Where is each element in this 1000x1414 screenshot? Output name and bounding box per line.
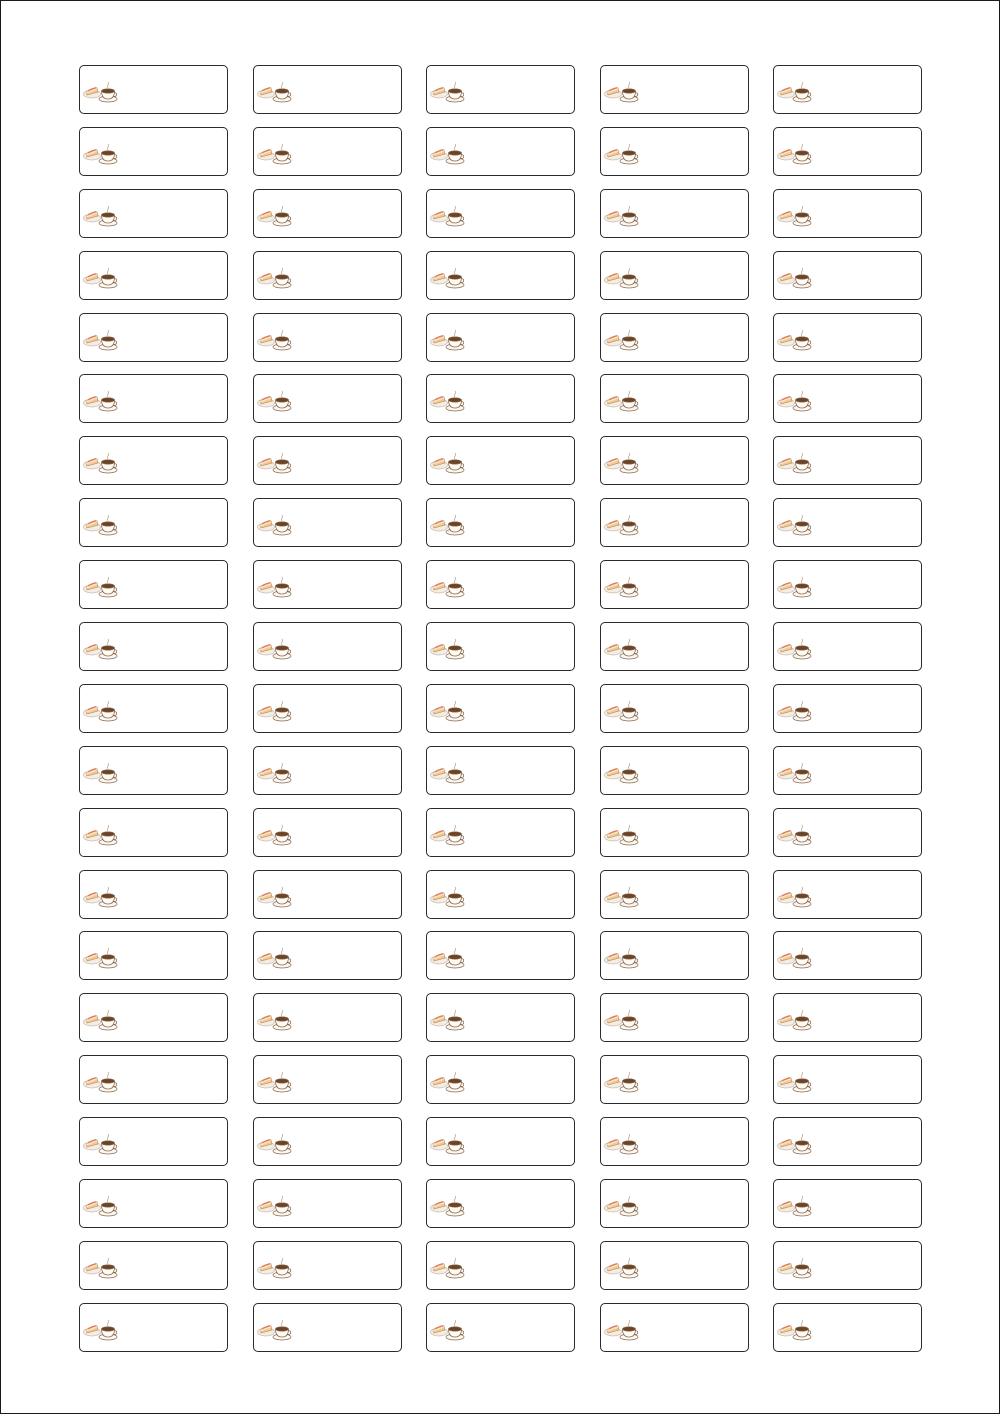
- label-cell[interactable]: [79, 1179, 228, 1228]
- label-cell[interactable]: [600, 1055, 749, 1104]
- cake-and-coffee-icon: [777, 575, 813, 599]
- label-cell[interactable]: [253, 127, 402, 176]
- cake-and-coffee-icon: [604, 1194, 640, 1218]
- cake-and-coffee-icon: [83, 946, 119, 970]
- cake-and-coffee-icon: [257, 328, 293, 352]
- cake-and-coffee-icon: [430, 1132, 466, 1156]
- cake-and-coffee-icon: [604, 389, 640, 413]
- cake-and-coffee-icon: [83, 885, 119, 909]
- cake-and-coffee-icon: [430, 389, 466, 413]
- label-cell[interactable]: [253, 65, 402, 114]
- cake-and-coffee-icon: [430, 1318, 466, 1342]
- label-cell[interactable]: [426, 189, 575, 238]
- label-cell[interactable]: [79, 313, 228, 362]
- label-cell[interactable]: [773, 870, 922, 919]
- cake-and-coffee-icon: [257, 1132, 293, 1156]
- label-cell[interactable]: [79, 1055, 228, 1104]
- cake-and-coffee-icon: [604, 823, 640, 847]
- cake-and-coffee-icon: [83, 328, 119, 352]
- cake-and-coffee-icon: [257, 1256, 293, 1280]
- label-cell[interactable]: [426, 931, 575, 980]
- cake-and-coffee-icon: [430, 1256, 466, 1280]
- label-cell[interactable]: [426, 1055, 575, 1104]
- cake-and-coffee-icon: [83, 761, 119, 785]
- cake-and-coffee-icon: [83, 1070, 119, 1094]
- cake-and-coffee-icon: [257, 946, 293, 970]
- label-cell[interactable]: [600, 251, 749, 300]
- cake-and-coffee-icon: [604, 1318, 640, 1342]
- cake-and-coffee-icon: [257, 575, 293, 599]
- label-cell[interactable]: [773, 1179, 922, 1228]
- cake-and-coffee-icon: [430, 266, 466, 290]
- cake-and-coffee-icon: [777, 1070, 813, 1094]
- label-cell[interactable]: [773, 65, 922, 114]
- label-cell[interactable]: [253, 189, 402, 238]
- cake-and-coffee-icon: [777, 328, 813, 352]
- label-cell[interactable]: [79, 436, 228, 485]
- label-cell[interactable]: [426, 993, 575, 1042]
- label-cell[interactable]: [79, 622, 228, 671]
- cake-and-coffee-icon: [257, 266, 293, 290]
- cake-and-coffee-icon: [430, 204, 466, 228]
- cake-and-coffee-icon: [83, 266, 119, 290]
- label-cell[interactable]: [79, 746, 228, 795]
- label-cell[interactable]: [773, 127, 922, 176]
- cake-and-coffee-icon: [430, 1070, 466, 1094]
- cake-and-coffee-icon: [83, 1132, 119, 1156]
- label-cell[interactable]: [426, 1179, 575, 1228]
- label-cell[interactable]: [600, 808, 749, 857]
- label-cell[interactable]: [253, 993, 402, 1042]
- label-cell[interactable]: [773, 1303, 922, 1352]
- cake-and-coffee-icon: [257, 699, 293, 723]
- label-cell[interactable]: [600, 1117, 749, 1166]
- label-cell[interactable]: [600, 498, 749, 547]
- label-cell[interactable]: [426, 684, 575, 733]
- label-cell[interactable]: [773, 746, 922, 795]
- label-cell[interactable]: [253, 684, 402, 733]
- label-cell[interactable]: [773, 251, 922, 300]
- cake-and-coffee-icon: [777, 389, 813, 413]
- cake-and-coffee-icon: [257, 204, 293, 228]
- label-cell[interactable]: [773, 1117, 922, 1166]
- cake-and-coffee-icon: [257, 80, 293, 104]
- label-cell[interactable]: [253, 251, 402, 300]
- label-cell[interactable]: [79, 1303, 228, 1352]
- label-cell[interactable]: [426, 560, 575, 609]
- cake-and-coffee-icon: [257, 637, 293, 661]
- label-cell[interactable]: [253, 1303, 402, 1352]
- cake-and-coffee-icon: [430, 80, 466, 104]
- cake-and-coffee-icon: [777, 1132, 813, 1156]
- cake-and-coffee-icon: [83, 513, 119, 537]
- cake-and-coffee-icon: [257, 761, 293, 785]
- label-cell[interactable]: [79, 1117, 228, 1166]
- cake-and-coffee-icon: [777, 513, 813, 537]
- label-cell[interactable]: [79, 127, 228, 176]
- cake-and-coffee-icon: [777, 80, 813, 104]
- label-cell[interactable]: [426, 251, 575, 300]
- label-cell[interactable]: [600, 622, 749, 671]
- cake-and-coffee-icon: [604, 80, 640, 104]
- label-cell[interactable]: [79, 498, 228, 547]
- cake-and-coffee-icon: [257, 1070, 293, 1094]
- label-cell[interactable]: [773, 436, 922, 485]
- cake-and-coffee-icon: [83, 204, 119, 228]
- cake-and-coffee-icon: [604, 761, 640, 785]
- cake-and-coffee-icon: [257, 1318, 293, 1342]
- cake-and-coffee-icon: [430, 1194, 466, 1218]
- cake-and-coffee-icon: [83, 142, 119, 166]
- label-cell[interactable]: [600, 436, 749, 485]
- label-cell[interactable]: [426, 622, 575, 671]
- label-cell[interactable]: [426, 870, 575, 919]
- label-cell[interactable]: [600, 374, 749, 423]
- cake-and-coffee-icon: [777, 1008, 813, 1032]
- label-cell[interactable]: [79, 808, 228, 857]
- label-cell[interactable]: [79, 684, 228, 733]
- cake-and-coffee-icon: [83, 575, 119, 599]
- label-cell[interactable]: [600, 560, 749, 609]
- cake-and-coffee-icon: [430, 946, 466, 970]
- label-cell[interactable]: [253, 746, 402, 795]
- cake-and-coffee-icon: [604, 946, 640, 970]
- cake-and-coffee-icon: [257, 1008, 293, 1032]
- label-cell[interactable]: [600, 1179, 749, 1228]
- label-cell[interactable]: [426, 1303, 575, 1352]
- cake-and-coffee-icon: [604, 1008, 640, 1032]
- cake-and-coffee-icon: [777, 885, 813, 909]
- cake-and-coffee-icon: [430, 1008, 466, 1032]
- label-cell[interactable]: [253, 870, 402, 919]
- cake-and-coffee-icon: [83, 451, 119, 475]
- cake-and-coffee-icon: [430, 513, 466, 537]
- cake-and-coffee-icon: [257, 389, 293, 413]
- label-cell[interactable]: [600, 684, 749, 733]
- label-cell[interactable]: [79, 251, 228, 300]
- cake-and-coffee-icon: [83, 699, 119, 723]
- cake-and-coffee-icon: [604, 1132, 640, 1156]
- cake-and-coffee-icon: [604, 328, 640, 352]
- label-cell[interactable]: [600, 1241, 749, 1290]
- label-cell[interactable]: [426, 436, 575, 485]
- label-cell[interactable]: [600, 127, 749, 176]
- label-cell[interactable]: [600, 313, 749, 362]
- cake-and-coffee-icon: [257, 142, 293, 166]
- label-cell[interactable]: [773, 1241, 922, 1290]
- label-cell[interactable]: [600, 870, 749, 919]
- cake-and-coffee-icon: [83, 823, 119, 847]
- cake-and-coffee-icon: [604, 142, 640, 166]
- cake-and-coffee-icon: [777, 637, 813, 661]
- cake-and-coffee-icon: [257, 451, 293, 475]
- label-cell[interactable]: [773, 498, 922, 547]
- label-cell[interactable]: [253, 622, 402, 671]
- cake-and-coffee-icon: [777, 266, 813, 290]
- cake-and-coffee-icon: [777, 761, 813, 785]
- label-cell[interactable]: [773, 1055, 922, 1104]
- label-cell[interactable]: [773, 313, 922, 362]
- cake-and-coffee-icon: [83, 389, 119, 413]
- cake-and-coffee-icon: [604, 266, 640, 290]
- cake-and-coffee-icon: [257, 885, 293, 909]
- cake-and-coffee-icon: [604, 513, 640, 537]
- label-cell[interactable]: [600, 931, 749, 980]
- label-cell[interactable]: [426, 808, 575, 857]
- cake-and-coffee-icon: [777, 451, 813, 475]
- cake-and-coffee-icon: [777, 1256, 813, 1280]
- label-cell[interactable]: [253, 560, 402, 609]
- label-cell[interactable]: [253, 808, 402, 857]
- label-cell[interactable]: [426, 498, 575, 547]
- cake-and-coffee-icon: [83, 1008, 119, 1032]
- cake-and-coffee-icon: [777, 699, 813, 723]
- cake-and-coffee-icon: [257, 823, 293, 847]
- cake-and-coffee-icon: [604, 451, 640, 475]
- label-cell[interactable]: [79, 870, 228, 919]
- cake-and-coffee-icon: [777, 142, 813, 166]
- cake-and-coffee-icon: [430, 885, 466, 909]
- label-cell[interactable]: [426, 374, 575, 423]
- label-cell[interactable]: [600, 993, 749, 1042]
- label-cell[interactable]: [79, 560, 228, 609]
- label-cell[interactable]: [426, 313, 575, 362]
- label-cell[interactable]: [79, 374, 228, 423]
- cake-and-coffee-icon: [430, 699, 466, 723]
- cake-and-coffee-icon: [430, 575, 466, 599]
- label-cell[interactable]: [773, 931, 922, 980]
- label-grid: [79, 65, 922, 1352]
- cake-and-coffee-icon: [430, 761, 466, 785]
- label-cell[interactable]: [426, 1241, 575, 1290]
- cake-and-coffee-icon: [604, 637, 640, 661]
- label-cell[interactable]: [253, 1055, 402, 1104]
- label-cell[interactable]: [79, 65, 228, 114]
- label-cell[interactable]: [79, 189, 228, 238]
- label-cell[interactable]: [773, 622, 922, 671]
- cake-and-coffee-icon: [777, 823, 813, 847]
- cake-and-coffee-icon: [604, 1070, 640, 1094]
- cake-and-coffee-icon: [257, 513, 293, 537]
- label-cell[interactable]: [773, 993, 922, 1042]
- cake-and-coffee-icon: [604, 1256, 640, 1280]
- label-cell[interactable]: [253, 498, 402, 547]
- label-cell[interactable]: [426, 1117, 575, 1166]
- label-cell[interactable]: [600, 65, 749, 114]
- label-cell[interactable]: [253, 1241, 402, 1290]
- label-cell[interactable]: [253, 931, 402, 980]
- label-cell[interactable]: [253, 374, 402, 423]
- label-cell[interactable]: [773, 189, 922, 238]
- label-cell[interactable]: [253, 436, 402, 485]
- cake-and-coffee-icon: [257, 1194, 293, 1218]
- label-cell[interactable]: [253, 313, 402, 362]
- cake-and-coffee-icon: [604, 204, 640, 228]
- cake-and-coffee-icon: [430, 451, 466, 475]
- cake-and-coffee-icon: [777, 946, 813, 970]
- cake-and-coffee-icon: [604, 575, 640, 599]
- cake-and-coffee-icon: [777, 1194, 813, 1218]
- cake-and-coffee-icon: [83, 1256, 119, 1280]
- label-cell[interactable]: [426, 65, 575, 114]
- label-cell[interactable]: [253, 1179, 402, 1228]
- cake-and-coffee-icon: [83, 637, 119, 661]
- cake-and-coffee-icon: [83, 1318, 119, 1342]
- label-cell[interactable]: [79, 931, 228, 980]
- label-cell[interactable]: [600, 1303, 749, 1352]
- cake-and-coffee-icon: [604, 699, 640, 723]
- label-cell[interactable]: [773, 684, 922, 733]
- label-cell[interactable]: [253, 1117, 402, 1166]
- label-cell[interactable]: [600, 189, 749, 238]
- label-cell[interactable]: [773, 560, 922, 609]
- label-cell[interactable]: [773, 808, 922, 857]
- cake-and-coffee-icon: [430, 823, 466, 847]
- label-cell[interactable]: [773, 374, 922, 423]
- label-cell[interactable]: [79, 1241, 228, 1290]
- cake-and-coffee-icon: [430, 328, 466, 352]
- label-cell[interactable]: [426, 127, 575, 176]
- cake-and-coffee-icon: [83, 80, 119, 104]
- label-cell[interactable]: [600, 746, 749, 795]
- cake-and-coffee-icon: [83, 1194, 119, 1218]
- cake-and-coffee-icon: [777, 1318, 813, 1342]
- cake-and-coffee-icon: [777, 204, 813, 228]
- cake-and-coffee-icon: [604, 885, 640, 909]
- label-cell[interactable]: [79, 993, 228, 1042]
- cake-and-coffee-icon: [430, 142, 466, 166]
- cake-and-coffee-icon: [430, 637, 466, 661]
- label-cell[interactable]: [426, 746, 575, 795]
